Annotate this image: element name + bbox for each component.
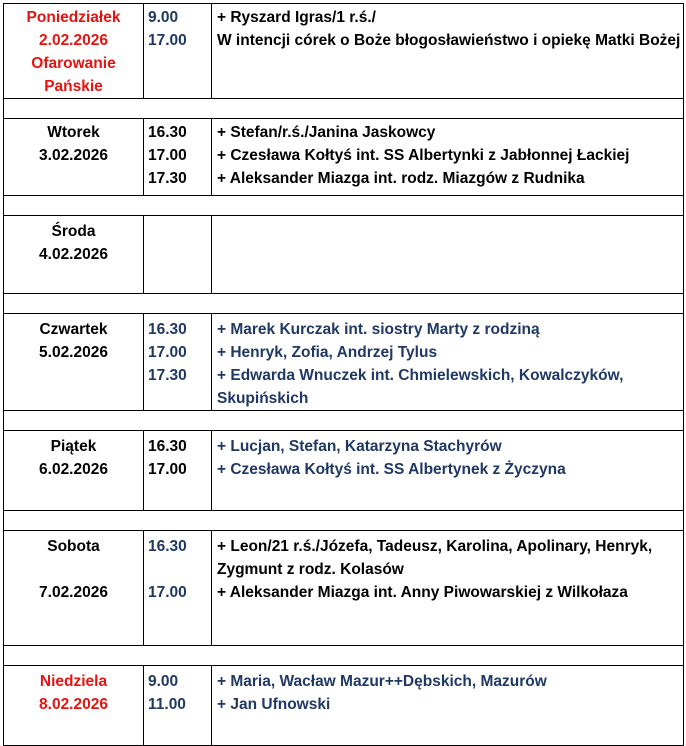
- time-cell: [144, 216, 212, 294]
- day-label-line: 5.02.2026: [39, 344, 108, 361]
- schedule-row: [4, 216, 684, 294]
- spacer-row: [4, 511, 684, 531]
- day-label-line: 4.02.2026: [39, 246, 108, 263]
- day-label-line: Piątek: [50, 438, 97, 455]
- spacer-cell: [4, 294, 684, 314]
- day-label-line: Pańskie: [44, 78, 103, 95]
- day-label-line: Ofarowanie: [31, 55, 116, 72]
- mass-intention: + Czesława Kołtyś int. SS Albertynek z Życzyna: [217, 461, 566, 478]
- mass-time: 17.30: [148, 367, 187, 384]
- day-label-line: 6.02.2026: [39, 461, 108, 478]
- schedule-row: [4, 431, 684, 511]
- day-label-line: Poniedziałek: [26, 9, 121, 26]
- spacer-row: [4, 294, 684, 314]
- mass-intention: + Aleksander Miazga int. Anny Piwowarskiej z Wilkołaza: [217, 584, 628, 601]
- mass-time: 17.00: [148, 344, 187, 361]
- mass-intention: + Aleksander Miazga int. rodz. Miazgów z Rudnika: [217, 170, 585, 187]
- time-cell: [144, 119, 212, 196]
- mass-time: 16.30: [148, 438, 187, 455]
- mass-time: 17.00: [148, 584, 187, 601]
- mass-schedule-table: [3, 3, 684, 746]
- time-cell: [144, 431, 212, 511]
- mass-time: 17.00: [148, 32, 187, 49]
- spacer-cell: [4, 646, 684, 666]
- mass-time: 16.30: [148, 124, 187, 141]
- spacer-row: [4, 196, 684, 216]
- day-label-line: 2.02.2026: [39, 32, 108, 49]
- mass-intention: + Jan Ufnowski: [217, 696, 331, 713]
- spacer-row: [4, 99, 684, 119]
- mass-intention: + Edwarda Wnuczek int. Chmielewskich, Kowalczyków, Skupińskich: [217, 367, 624, 407]
- day-label-line: Czwartek: [39, 321, 108, 338]
- day-cell: [4, 4, 144, 99]
- time-cell: [144, 4, 212, 99]
- intention-cell: [212, 531, 684, 646]
- day-cell: [4, 314, 144, 411]
- mass-intention: + Henryk, Zofia, Andrzej Tylus: [217, 344, 438, 361]
- day-cell: [4, 119, 144, 196]
- mass-intention: + Lucjan, Stefan, Katarzyna Stachyrów: [217, 438, 502, 455]
- time-cell: [144, 666, 212, 746]
- mass-time: 9.00: [148, 673, 179, 690]
- mass-time: 17.30: [148, 170, 187, 187]
- day-cell: [4, 216, 144, 294]
- spacer-cell: [4, 99, 684, 119]
- day-cell: [4, 431, 144, 511]
- schedule-row: [4, 666, 684, 746]
- spacer-cell: [4, 411, 684, 431]
- spacer-row: [4, 411, 684, 431]
- day-label-line: [4, 558, 143, 581]
- schedule-body: [4, 4, 684, 746]
- day-label-line: Sobota: [47, 538, 100, 555]
- spacer-cell: [4, 511, 684, 531]
- day-label-line: Wtorek: [47, 124, 100, 141]
- schedule-row: [4, 531, 684, 646]
- spacer-cell: [4, 196, 684, 216]
- day-label-line: Środa: [51, 223, 96, 240]
- mass-intention: + Stefan/r.ś./Janina Jaskowcy: [217, 124, 436, 141]
- mass-time: 16.30: [148, 321, 187, 338]
- mass-time: [148, 558, 211, 581]
- day-cell: [4, 531, 144, 646]
- intention-cell: [212, 314, 684, 411]
- mass-intention: + Ryszard Igras/1 r.ś./: [217, 9, 376, 26]
- mass-time: 17.00: [148, 147, 187, 164]
- mass-time: 9.00: [148, 9, 179, 26]
- mass-intention: W intencji córek o Boże błogosławieństwo i opiekę Matki Bożej: [217, 32, 681, 49]
- intention-cell: [212, 4, 684, 99]
- day-label-line: 7.02.2026: [39, 584, 108, 601]
- day-label-line: Niedziela: [39, 673, 108, 690]
- mass-time: 16.30: [148, 538, 187, 555]
- intention-cell: [212, 216, 684, 294]
- mass-time: 17.00: [148, 461, 187, 478]
- intention-cell: [212, 431, 684, 511]
- schedule-row: [4, 4, 684, 99]
- mass-intention: + Leon/21 r.ś./Józefa, Tadeusz, Karolina, Apolinary, Henryk, Zygmunt z rodz. Kolasów: [217, 538, 653, 578]
- schedule-row: [4, 314, 684, 411]
- time-cell: [144, 531, 212, 646]
- day-label-line: 8.02.2026: [39, 696, 108, 713]
- mass-intention: + Maria, Wacław Mazur++Dębskich, Mazurów: [217, 673, 547, 690]
- time-cell: [144, 314, 212, 411]
- intention-cell: [212, 666, 684, 746]
- mass-time: 11.00: [148, 696, 186, 713]
- day-cell: [4, 666, 144, 746]
- mass-intention: + Czesława Kołtyś int. SS Albertynki z Jabłonnej Łackiej: [217, 147, 630, 164]
- day-label-line: 3.02.2026: [39, 147, 108, 164]
- schedule-row: [4, 119, 684, 196]
- intention-cell: [212, 119, 684, 196]
- spacer-row: [4, 646, 684, 666]
- mass-intention: + Marek Kurczak int. siostry Marty z rodziną: [217, 321, 540, 338]
